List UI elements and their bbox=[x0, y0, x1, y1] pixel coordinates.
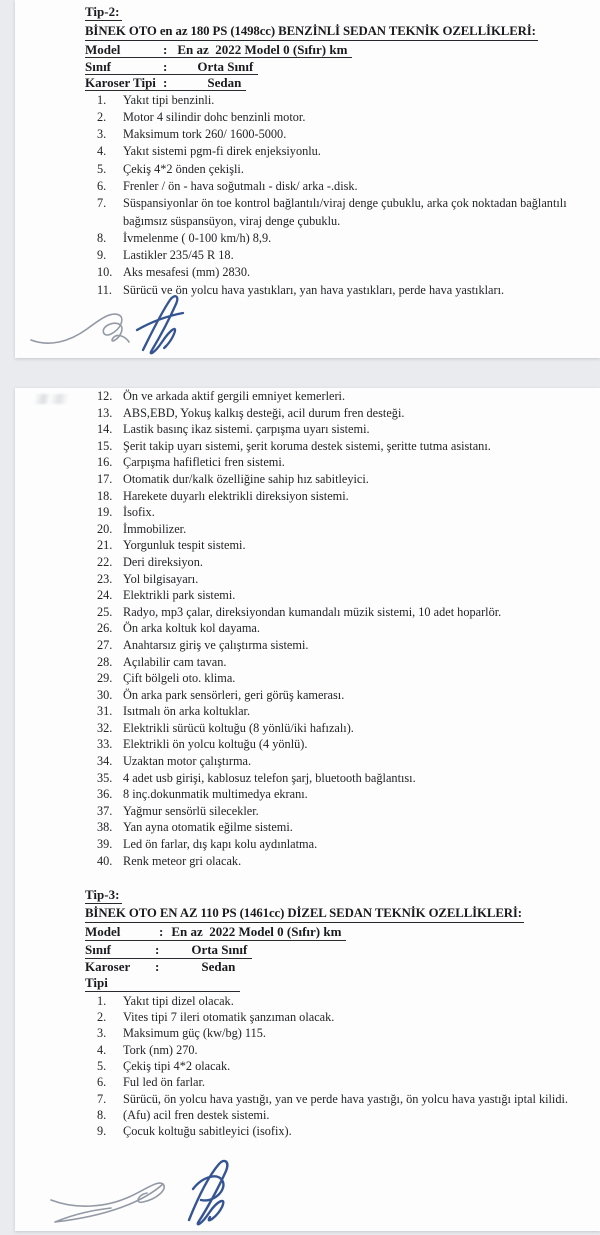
item-number: 18. bbox=[97, 488, 113, 503]
tip2-item-list bbox=[85, 92, 592, 300]
item-text: Çift bölgeli oto. klima. bbox=[123, 671, 236, 686]
list-item bbox=[97, 471, 592, 488]
tip2-spec-table bbox=[85, 42, 592, 91]
list-item bbox=[97, 521, 592, 538]
item-text: İsofix. bbox=[123, 505, 155, 520]
item-text: Elektrikli sürücü koltuğu (8 yönlü/iki hafızalı). bbox=[123, 720, 354, 735]
item-text: Maksimum güç (kw/bg) 115. bbox=[123, 1026, 266, 1041]
item-number: 25. bbox=[97, 604, 113, 619]
item-number: 34. bbox=[97, 754, 113, 769]
item-number: 1. bbox=[97, 92, 107, 107]
item-number: 28. bbox=[97, 654, 113, 669]
spec-value: Orta Sınıf bbox=[191, 941, 248, 957]
item-text: Harekete duyarlı elektrikli direksiyon sistemi. bbox=[123, 488, 349, 503]
item-number: 1. bbox=[97, 993, 107, 1008]
tip3-spec-table bbox=[85, 924, 592, 992]
list-item bbox=[97, 1107, 592, 1123]
list-item bbox=[97, 720, 592, 737]
list-item bbox=[97, 786, 592, 803]
list-item bbox=[97, 1009, 592, 1025]
spec-row-sinif bbox=[85, 942, 252, 959]
list-item bbox=[97, 230, 592, 247]
item-text: Yakıt tipi benzinli. bbox=[123, 92, 215, 107]
item-number: 5. bbox=[97, 1058, 107, 1073]
item-number: 32. bbox=[97, 720, 113, 735]
spec-colon: : bbox=[163, 42, 168, 57]
item-text: Çocuk koltuğu sabitleyici (isofix). bbox=[123, 1124, 292, 1139]
item-text: Şerit takip uyarı sistemi, şerit koruma destek sistemi, şeritte tutma asistanı. bbox=[123, 438, 491, 453]
item-text: 4 adet usb girişi, kablosuz telefon şarj, bluetooth bağlantısı. bbox=[123, 770, 416, 785]
list-item bbox=[97, 604, 592, 621]
tip3-heading: BİNEK OTO EN AZ 110 PS (1461cc) DİZEL SEDAN TEKNİK OZELLİKLERİ: bbox=[85, 905, 524, 923]
list-item bbox=[97, 753, 592, 770]
spec-label: Model bbox=[85, 924, 121, 940]
spec-value: Sedan bbox=[207, 75, 242, 90]
item-number: 9. bbox=[97, 248, 107, 263]
list-item bbox=[97, 670, 592, 687]
item-number: 36. bbox=[97, 787, 113, 802]
item-text: Yorgunluk tespit sistemi. bbox=[123, 538, 246, 553]
item-number: 39. bbox=[97, 837, 113, 852]
spec-label: Sınıf bbox=[85, 941, 112, 957]
item-number: 6. bbox=[97, 1075, 107, 1090]
item-text: Ön arka park sensörleri, geri görüş kamerası. bbox=[123, 687, 345, 702]
item-number: 37. bbox=[97, 803, 113, 818]
item-text: Uzaktan motor çalıştırma. bbox=[123, 754, 252, 769]
list-item bbox=[97, 109, 592, 126]
item-text: Ön arka koltuk kol dayama. bbox=[123, 621, 260, 636]
item-number: 20. bbox=[97, 521, 113, 536]
list-item bbox=[97, 654, 592, 671]
item-number: 30. bbox=[97, 687, 113, 702]
tip3-label: Tip-3: bbox=[85, 886, 122, 904]
item-text: Yağmur sensörlü silecekler. bbox=[123, 803, 259, 818]
spec-label: Karoser Tipi bbox=[85, 75, 156, 90]
list-item bbox=[97, 537, 592, 554]
spec-colon: : bbox=[163, 75, 168, 90]
list-item bbox=[97, 488, 592, 505]
item-number: 2. bbox=[97, 1010, 107, 1025]
list-item bbox=[97, 587, 592, 604]
item-text: Yol bilgisayarı. bbox=[123, 571, 199, 586]
list-item bbox=[97, 993, 592, 1009]
list-item bbox=[97, 554, 592, 571]
item-text: Açılabilir cam tavan. bbox=[123, 654, 227, 669]
item-text: Led ön farlar, dış kapı kolu aydınlatma. bbox=[123, 837, 318, 852]
list-item bbox=[97, 504, 592, 521]
item-text: Ön ve arkada aktif gergili emniyet kemerleri. bbox=[123, 389, 346, 403]
list-item bbox=[97, 836, 592, 853]
list-item bbox=[97, 1058, 592, 1074]
list-item bbox=[97, 819, 592, 836]
signature-stroke-blue bbox=[189, 1161, 227, 1224]
spec-row-karoser bbox=[85, 75, 246, 91]
item-number: 3. bbox=[97, 127, 107, 142]
item-text: Lastik basınç ikaz sistemi. çarpışma uyarı sistemi. bbox=[123, 422, 370, 437]
list-item bbox=[97, 736, 592, 753]
list-item bbox=[97, 620, 592, 637]
tip3-item-list bbox=[85, 993, 592, 1140]
item-number: 31. bbox=[97, 704, 113, 719]
spec-colon: : bbox=[155, 941, 160, 957]
item-number: 12. bbox=[97, 389, 113, 403]
scan-smudge-artifact bbox=[23, 394, 83, 404]
item-text: Otomatik dur/kalk özelliğine sahip hız sabitleyici. bbox=[123, 471, 369, 486]
item-number: 11. bbox=[97, 282, 112, 297]
document-page-2 bbox=[15, 388, 600, 1231]
tip2-heading: BİNEK OTO en az 180 PS (1498cc) BENZİNLİ SEDAN TEKNİK OZELLİKLERİ: bbox=[85, 23, 538, 41]
list-item bbox=[97, 1074, 592, 1090]
item-text: Çekiş tipi 4*2 olacak. bbox=[123, 1058, 231, 1073]
item-text: Lastikler 235/45 R 18. bbox=[123, 248, 234, 263]
item-text: Vites tipi 7 ileri otomatik şanzıman olacak. bbox=[123, 1010, 335, 1025]
list-item bbox=[97, 1042, 592, 1058]
spec-value: En az 2022 Model 0 (Sıfır) km bbox=[171, 924, 342, 940]
handwritten-signatures-top bbox=[27, 294, 207, 356]
item-number: 23. bbox=[97, 571, 113, 586]
spec-label: Model bbox=[85, 42, 121, 57]
tip2-item-list-continued bbox=[85, 388, 592, 869]
signature-stroke-gray bbox=[31, 314, 129, 343]
item-number: 4. bbox=[97, 1042, 107, 1057]
list-item bbox=[97, 161, 592, 178]
list-item bbox=[97, 1091, 592, 1107]
item-text: Ful led ön farlar. bbox=[123, 1075, 205, 1090]
list-item bbox=[97, 1025, 592, 1041]
item-number: 14. bbox=[97, 422, 113, 437]
item-number: 38. bbox=[97, 820, 113, 835]
list-item bbox=[97, 405, 592, 422]
item-text: (Afu) acil fren destek sistemi. bbox=[123, 1107, 270, 1122]
list-item bbox=[97, 388, 592, 405]
item-text: Yakıt sistemi pgm-fi direk enjeksiyonlu. bbox=[123, 144, 321, 159]
item-text: Radyo, mp3 çalar, direksiyondan kumandalı müzik sistemi, 10 adet hoparlör. bbox=[123, 604, 502, 619]
item-text: Elektrikli park sistemi. bbox=[123, 588, 236, 603]
list-item bbox=[97, 421, 592, 438]
signature-stroke-gray bbox=[51, 1183, 164, 1222]
item-number: 26. bbox=[97, 621, 113, 636]
spec-row-model bbox=[85, 42, 352, 58]
item-text: Anahtarsız giriş ve çalıştırma sistemi. bbox=[123, 637, 309, 652]
list-item bbox=[97, 703, 592, 720]
item-text: Motor 4 silindir dohc benzinli motor. bbox=[123, 109, 306, 124]
item-text: Çekiş 4*2 önden çekişli. bbox=[123, 161, 244, 176]
handwritten-signatures-bottom bbox=[45, 1158, 255, 1226]
item-text: Süspansiyonlar ön toe kontrol bağlantılı/viraj denge çubuklu, arka çok noktadan bağlantılı bağımsız süspansüyon, viraj denge çubuklu. bbox=[123, 196, 567, 228]
list-item bbox=[97, 92, 592, 109]
list-item bbox=[97, 178, 592, 195]
item-number: 29. bbox=[97, 671, 113, 686]
item-text: Deri direksiyon. bbox=[123, 554, 203, 569]
list-item bbox=[97, 687, 592, 704]
list-item bbox=[97, 454, 592, 471]
list-item bbox=[97, 143, 592, 160]
item-number: 9. bbox=[97, 1124, 107, 1139]
item-number: 24. bbox=[97, 588, 113, 603]
item-number: 17. bbox=[97, 471, 113, 486]
list-item bbox=[97, 282, 592, 299]
item-number: 35. bbox=[97, 770, 113, 785]
spec-label: Sınıf bbox=[85, 58, 112, 74]
spec-label: Karoser Tipi bbox=[85, 959, 131, 991]
list-item bbox=[97, 126, 592, 143]
item-text: Yan ayna otomatik eğilme sistemi. bbox=[123, 820, 293, 835]
item-text: Çarpışma hafifletici fren sistemi. bbox=[123, 455, 285, 470]
spec-value: En az 2022 Model 0 (Sıfır) km bbox=[177, 42, 348, 57]
item-number: 19. bbox=[97, 505, 113, 520]
item-text: ABS,EBD, Yokuş kalkış desteği, acil durum fren desteği. bbox=[123, 405, 405, 420]
spec-value: Sedan bbox=[201, 959, 236, 975]
list-item bbox=[97, 803, 592, 820]
item-text: Maksimum tork 260/ 1600-5000. bbox=[123, 127, 287, 142]
item-number: 33. bbox=[97, 737, 113, 752]
item-number: 8. bbox=[97, 230, 107, 245]
item-text: İmmobilizer. bbox=[123, 521, 187, 536]
spec-colon: : bbox=[155, 959, 160, 975]
item-text: Frenler / ön - hava soğutmalı - disk/ arka -.disk. bbox=[123, 178, 358, 193]
spec-row-karoser bbox=[85, 959, 240, 992]
list-item bbox=[97, 195, 592, 230]
item-text: Aks mesafesi (mm) 2830. bbox=[123, 265, 251, 280]
item-text: 8 inç.dokunmatik multimedya ekranı. bbox=[123, 787, 308, 802]
list-item bbox=[97, 571, 592, 588]
list-item bbox=[97, 264, 592, 281]
item-number: 7. bbox=[97, 1091, 107, 1106]
list-item bbox=[97, 853, 592, 870]
tip2-label: Tip-2: bbox=[85, 3, 122, 21]
item-text: Sürücü ve ön yolcu hava yastıkları, yan hava yastıkları, perde hava yastıkları. bbox=[123, 282, 505, 297]
signature-stroke-blue bbox=[137, 296, 183, 353]
item-number: 27. bbox=[97, 637, 113, 652]
item-number: 40. bbox=[97, 853, 113, 868]
list-item bbox=[97, 1123, 592, 1139]
tip3-section bbox=[85, 886, 592, 1139]
item-text: Yakıt tipi dizel olacak. bbox=[123, 993, 234, 1008]
list-item bbox=[97, 770, 592, 787]
item-number: 15. bbox=[97, 438, 113, 453]
item-number: 16. bbox=[97, 455, 113, 470]
list-item bbox=[97, 637, 592, 654]
spec-colon: : bbox=[163, 58, 168, 74]
item-text: Elektrikli ön yolcu koltuğu (4 yönlü). bbox=[123, 737, 308, 752]
item-number: 6. bbox=[97, 178, 107, 193]
item-number: 3. bbox=[97, 1026, 107, 1041]
item-text: Isıtmalı ön arka koltuklar. bbox=[123, 704, 251, 719]
spec-row-sinif bbox=[85, 59, 258, 75]
item-text: Tork (nm) 270. bbox=[123, 1042, 198, 1057]
document-page-1 bbox=[15, 0, 600, 358]
list-item bbox=[97, 438, 592, 455]
item-number: 13. bbox=[97, 405, 113, 420]
item-number: 21. bbox=[97, 538, 113, 553]
spec-colon: : bbox=[159, 924, 164, 940]
item-number: 5. bbox=[97, 161, 107, 176]
item-text: Renk meteor gri olacak. bbox=[123, 853, 242, 868]
item-text: İvmelenme ( 0-100 km/h) 8,9. bbox=[123, 230, 272, 245]
item-text: Sürücü, ön yolcu hava yastığı, yan ve perde hava yastığı, ön yolcu hava yastığı iptal kilidi. bbox=[123, 1091, 568, 1106]
item-number: 7. bbox=[97, 196, 107, 211]
item-number: 22. bbox=[97, 554, 113, 569]
item-number: 8. bbox=[97, 1107, 107, 1122]
spec-value: Orta Sınıf bbox=[197, 58, 254, 74]
item-number: 4. bbox=[97, 144, 107, 159]
spec-row-model bbox=[85, 924, 346, 941]
list-item bbox=[97, 247, 592, 264]
item-number: 10. bbox=[97, 265, 113, 280]
item-number: 2. bbox=[97, 109, 107, 124]
